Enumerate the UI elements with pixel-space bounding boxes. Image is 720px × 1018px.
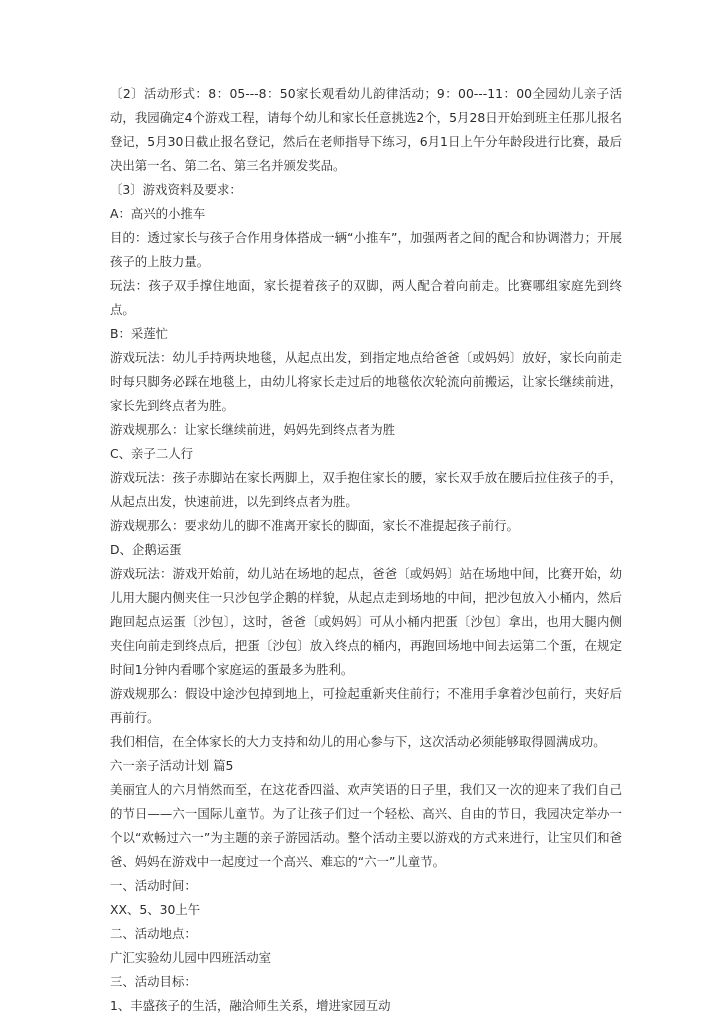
paragraph-activity-location-value: 广汇实验幼儿园中四班活动室	[110, 950, 272, 965]
paragraph-activity-goal-1: 1、丰盛孩子的生活，融洽师生关系，增进家园互动	[110, 998, 391, 1013]
paragraph-game-a-rules: 玩法：孩子双手撑住地面，家长提着孩子的双脚，两人配合着向前走。比赛哪组家庭先到终点。	[110, 278, 622, 317]
paragraph-game-b-title: B：采莲忙	[110, 326, 169, 341]
paragraph-game-b-rules: 游戏规那么：让家长继续前进，妈妈先到终点者为胜	[110, 422, 395, 437]
paragraph-game-b-play: 游戏玩法：幼儿手持两块地毯，从起点出发，到指定地点给爸爸〔或妈妈〕放好，家长向前走时每只脚务必踩在地毯上，由幼儿将家长走过后的地毯依次轮流向前搬运，让家长继续前进，家长先到终点者为胜。	[110, 350, 622, 413]
paragraph-game-requirements-heading: 〔3〕游戏资料及要求：	[110, 182, 242, 197]
paragraph-game-c-play: 游戏玩法：孩子赤脚站在家长两脚上，双手抱住家长的腰，家长双手放在腰后拉住孩子的手，从起点出发，快速前进，以先到终点者为胜。	[110, 470, 622, 509]
paragraph-activity-time-value: XX、5、30上午	[110, 902, 201, 917]
heading-activity-location: 二、活动地点：	[110, 926, 197, 941]
paragraph-game-d-rules: 游戏规那么：假设中途沙包掉到地上，可捡起重新夹住前行；不准用手拿着沙包前行，夹好后再前行。	[110, 686, 622, 725]
paragraph-game-a-purpose: 目的：透过家长与孩子合作用身体搭成一辆“小推车”，加强两者之间的配合和协调潜力；开展孩子的上肢力量。	[110, 230, 622, 269]
paragraph-plan-5-intro: 美丽宜人的六月悄然而至，在这花香四溢、欢声笑语的日子里，我们又一次的迎来了我们自己的节日——六一国际儿童节。为了让孩子们过一个轻松、高兴、自由的节日，我园决定举办一个以“欢畅过六一”为主题的亲子游园活动。整个活动主要以游戏的方式来进行，让宝贝们和爸爸、妈妈在游戏中一起度过一个高兴、难忘的“六一”儿童节。	[110, 782, 622, 869]
heading-activity-goals: 三、活动目标：	[110, 974, 197, 989]
paragraph-game-c-rules: 游戏规那么：要求幼儿的脚不准离开家长的脚面，家长不准提起孩子前行。	[110, 518, 519, 533]
paragraph-game-d-play: 游戏玩法：游戏开始前，幼儿站在场地的起点，爸爸〔或妈妈〕站在场地中间，比赛开始，幼儿用大腿内侧夹住一只沙包学企鹅的样貌，从起点走到场地的中间，把沙包放入小桶内，然后跑回起点运蛋〔沙包〕，这时，爸爸〔或妈妈〕可从小桶内把蛋〔沙包〕拿出，也用大腿内侧夹住向前走到终点后，把蛋〔沙包〕放入终点的桶内，再跑回场地中间去运第二个蛋，在规定时间1分钟内看哪个家庭运的蛋最多为胜利。	[110, 566, 622, 677]
paragraph-game-d-title: D、企鹅运蛋	[110, 542, 182, 557]
paragraph-game-c-title: C、亲子二人行	[110, 446, 193, 461]
section-heading-plan-5: 六一亲子活动计划 篇5	[110, 758, 234, 773]
paragraph-activity-format: 〔2〕活动形式：8：05---8：50家长观看幼儿韵律活动；9：00---11：00全园幼儿亲子活动，我园确定4个游戏工程，请每个幼儿和家长任意挑选2个，5月28日开始到班主任那儿报名登记，5月30日截止报名登记，然后在老师指导下练习，6月1日上午分年龄段进行比赛，最后决出第一名、第二名、第三名并颁发奖品。	[110, 86, 622, 173]
paragraph-conclusion: 我们相信，在全体家长的大力支持和幼儿的用心参与下，这次活动必须能够取得圆满成功。	[110, 734, 606, 749]
paragraph-game-a-title: A：高兴的小推车	[110, 206, 206, 221]
heading-activity-time: 一、活动时间：	[110, 878, 197, 893]
document-body	[110, 82, 622, 1018]
